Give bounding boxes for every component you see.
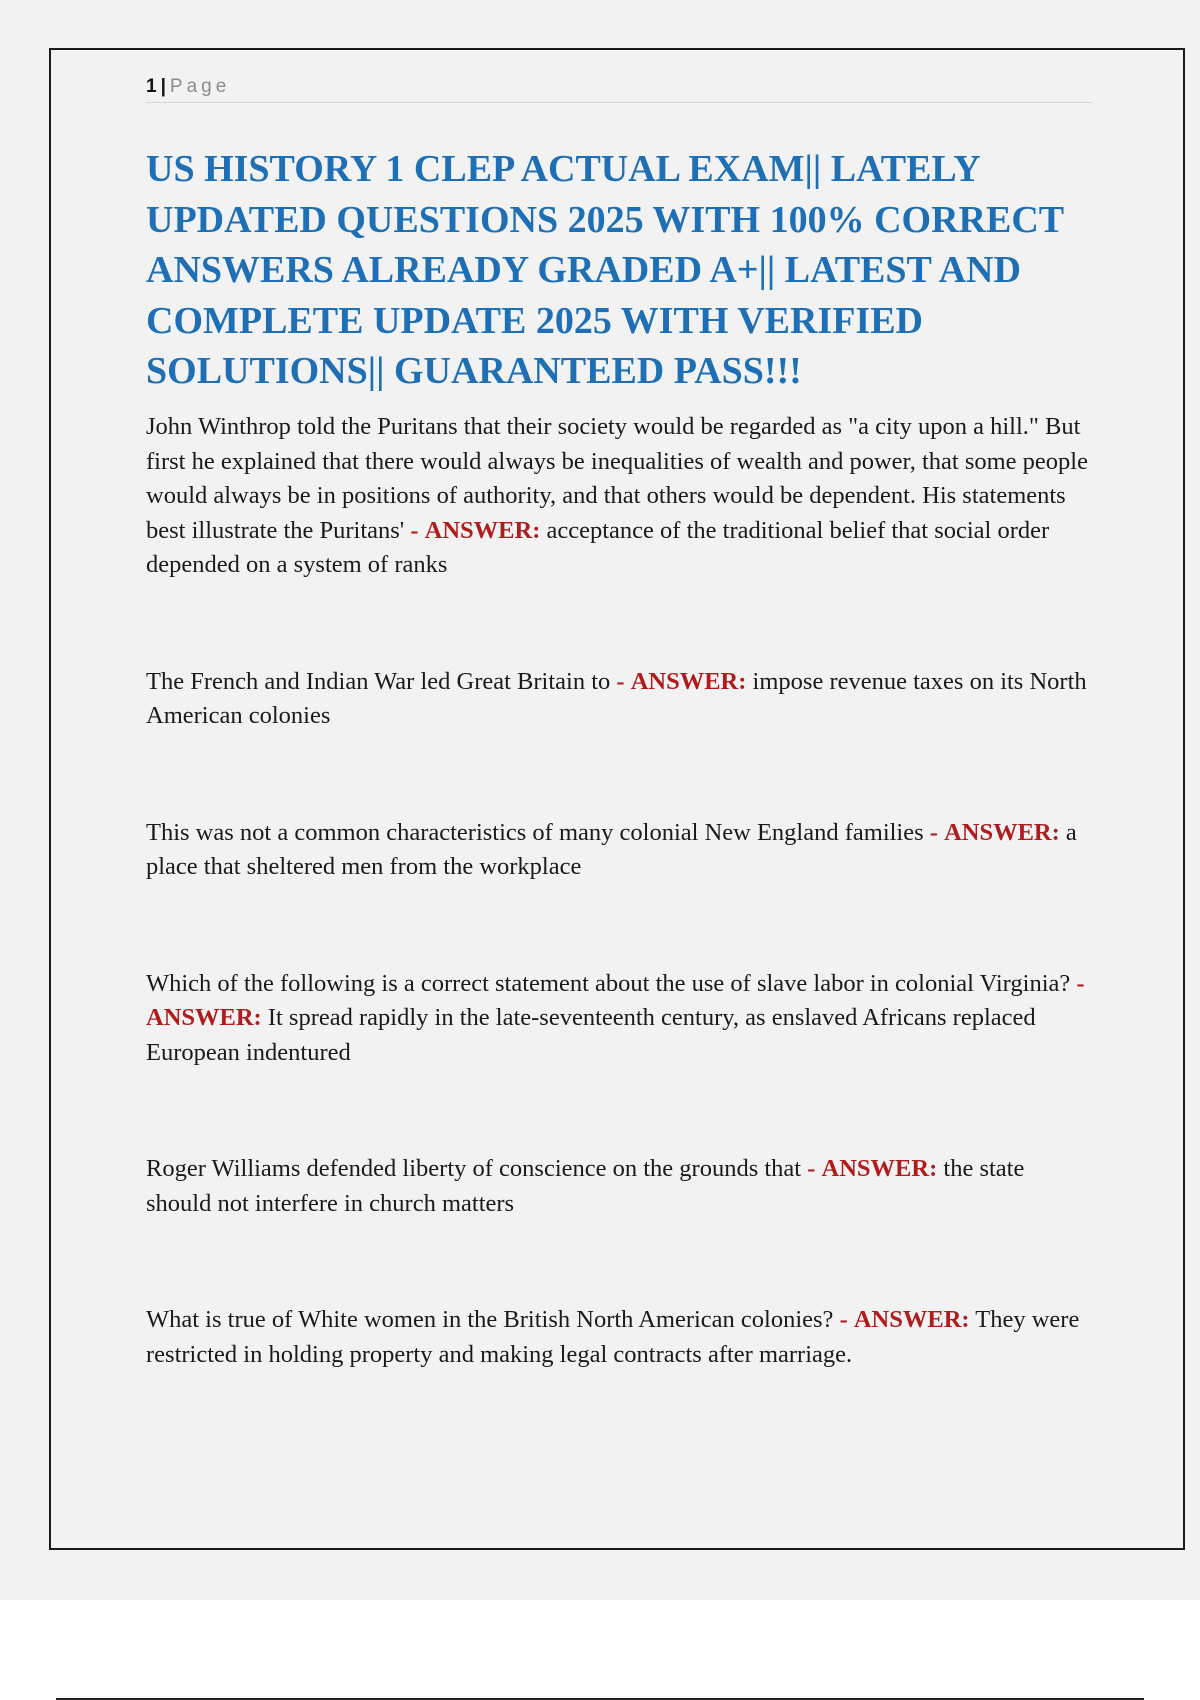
question-text: Which of the following is a correct statement about the use of slave labor in colonial Virginia? — [146, 969, 1071, 997]
question-text: John Winthrop told the Puritans that their society would be regarded as "a city upon a hill." But first he explained that there would always be inequalities of wealth and power, that some people would always be in positions of authority, and that others would be dependent. His statements best illustrate the Puritans' — [146, 413, 1088, 544]
answer-text: It spread rapidly in the late-seventeenth century, as enslaved Africans replaced European indentured — [146, 1004, 1036, 1066]
qa-item-6 — [146, 1303, 1092, 1372]
question-text: Roger Williams defended liberty of conscience on the grounds that — [146, 1155, 802, 1182]
answer-text: a place that sheltered men from the workplace — [146, 818, 1077, 880]
answer-dash: - — [807, 1155, 816, 1182]
qa-item-1 — [146, 410, 1092, 583]
answer-dash: - — [616, 667, 625, 695]
answer-label: ANSWER: — [944, 818, 1060, 846]
answer-label: ANSWER: — [821, 1155, 938, 1182]
answer-label: ANSWER: — [853, 1306, 970, 1333]
page-header-separator: | — [160, 76, 166, 97]
page-number: 1 — [146, 76, 157, 97]
answer-dash: - — [1076, 969, 1085, 997]
question-text: This was not a common characteristics of many colonial New England families — [146, 818, 924, 846]
question-list — [146, 410, 1092, 1454]
answer-text: acceptance of the traditional belief that social order depended on a system of ranks — [146, 516, 1050, 578]
page-header — [146, 74, 1092, 103]
qa-item-5 — [146, 1152, 1092, 1221]
question-text: The French and Indian War led Great Britain to — [146, 667, 611, 695]
answer-text: impose revenue taxes on its North American colonies — [146, 667, 1087, 729]
answer-dash: - — [839, 1306, 848, 1333]
qa-item-4 — [146, 967, 1092, 1071]
answer-text: They were restricted in holding property and making legal contracts after marriage. — [146, 1306, 1080, 1368]
question-text: What is true of White women in the British North American colonies? — [146, 1306, 834, 1333]
answer-text: the state should not interfere in church matters — [146, 1155, 1025, 1217]
qa-item-2 — [146, 665, 1092, 734]
answer-dash: - — [929, 818, 938, 846]
document-title: US HISTORY 1 CLEP ACTUAL EXAM|| LATELY UPDATED QUESTIONS 2025 WITH 100% CORRECT ANSWERS ALREADY GRADED A+|| LATEST AND COMPLETE UPDATE 2025 WITH VERIFIED SOLUTIONS|| GUARANTEED PASS!!! — [146, 148, 1064, 392]
answer-label: ANSWER: — [630, 667, 747, 695]
page-header-label: Page — [169, 76, 231, 97]
answer-label: ANSWER: — [424, 516, 541, 544]
qa-item-3 — [146, 816, 1092, 885]
answer-label: ANSWER: — [146, 1004, 262, 1031]
answer-dash: - — [410, 516, 419, 544]
